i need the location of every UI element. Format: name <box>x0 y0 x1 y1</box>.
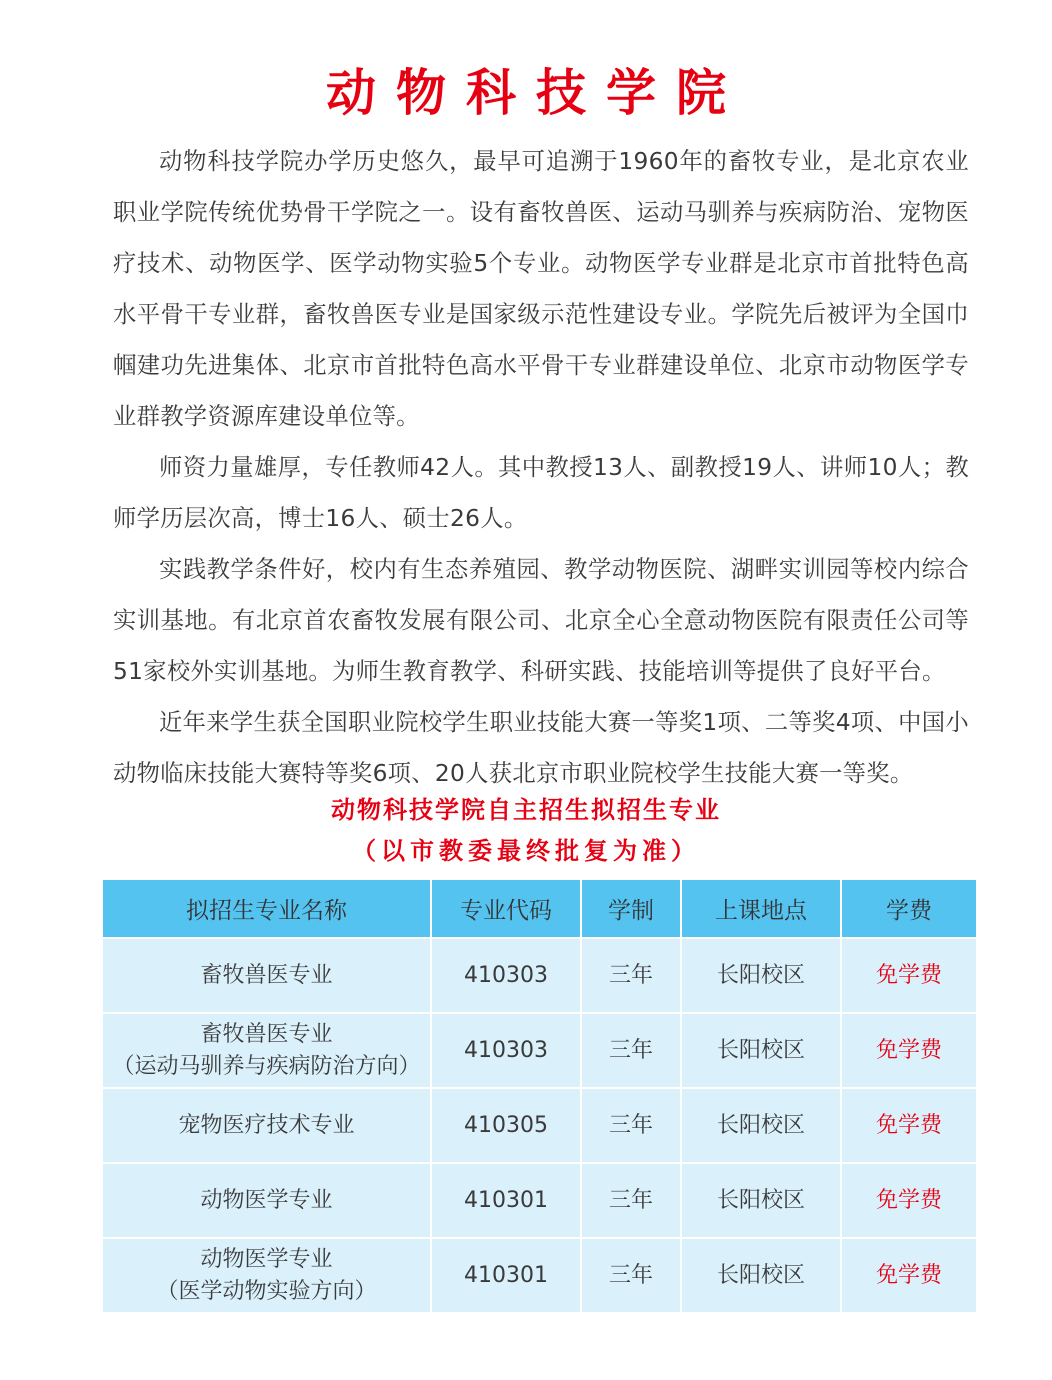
location: 长阳校区 <box>682 1014 840 1087</box>
header-major-code: 专业代码 <box>432 880 580 937</box>
header-location: 上课地点 <box>682 880 840 937</box>
duration: 三年 <box>582 939 680 1012</box>
major-code: 410303 <box>432 939 580 1012</box>
major-direction: （运动马驯养与疾病防治方向） <box>112 1053 421 1079</box>
table-row <box>103 939 976 1012</box>
paragraph-awards: 近年来学生获全国职业院校学生职业技能大赛一等奖1项、二等奖4项、中国小动物临床技能大赛特等奖6项、20人获北京市职业院校学生技能大赛一等奖。 <box>113 709 969 787</box>
location: 长阳校区 <box>682 939 840 1012</box>
location: 长阳校区 <box>682 1164 840 1237</box>
table-heading-note: （以市教委最终批复为准） <box>352 837 700 865</box>
paragraph-faculty: 师资力量雄厚，专任教师42人。其中教授13人、副教授19人、讲师10人；教师学历层次高，博士16人、硕士26人。 <box>113 454 969 532</box>
header-major-name: 拟招生专业名称 <box>103 880 430 937</box>
header-tuition: 学费 <box>842 880 976 937</box>
tuition: 免学费 <box>842 1089 976 1162</box>
major-name-cell <box>103 1239 430 1312</box>
major-name: 宠物医疗技术专业 <box>178 1112 355 1138</box>
duration: 三年 <box>582 1014 680 1087</box>
major-name: 畜牧兽医专业 <box>200 1021 333 1047</box>
table-row <box>103 1239 976 1312</box>
location: 长阳校区 <box>682 1089 840 1162</box>
tuition: 免学费 <box>842 939 976 1012</box>
paragraph-practice: 实践教学条件好，校内有生态养殖园、教学动物医院、湖畔实训园等校内综合实训基地。有北京首农畜牧发展有限公司、北京全心全意动物医院有限责任公司等51家校外实训基地。为师生教育教学、科研实践、技能培训等提供了良好平台。 <box>113 556 969 685</box>
major-name-cell <box>103 939 430 1012</box>
table-row <box>103 1164 976 1237</box>
tuition: 免学费 <box>842 1164 976 1237</box>
majors-table-wrapper <box>103 880 976 1312</box>
location: 长阳校区 <box>682 1239 840 1312</box>
duration: 三年 <box>582 1164 680 1237</box>
table-row <box>103 1014 976 1087</box>
intro-text <box>113 136 969 799</box>
page-title: 动物科技学院 <box>326 64 746 122</box>
major-name: 动物医学专业 <box>200 1187 333 1213</box>
major-name-cell <box>103 1014 430 1087</box>
majors-table <box>101 878 978 1314</box>
duration: 三年 <box>582 1089 680 1162</box>
major-name: 动物医学专业 <box>200 1246 333 1272</box>
major-code: 410301 <box>432 1164 580 1237</box>
major-name-cell <box>103 1164 430 1237</box>
major-name-cell <box>103 1089 430 1162</box>
major-name: 畜牧兽医专业 <box>200 962 333 988</box>
paragraph-history: 动物科技学院办学历史悠久，最早可追溯于1960年的畜牧专业，是北京农业职业学院传统优势骨干学院之一。设有畜牧兽医、运动马驯养与疾病防治、宠物医疗技术、动物医学、医学动物实验5个专业。动物医学专业群是北京市首批特色高水平骨干专业群，畜牧兽医专业是国家级示范性建设专业。学院先后被评为全国巾帼建功先进集体、北京市首批特色高水平骨干专业群建设单位、北京市动物医学专业群教学资源库建设单位等。 <box>113 148 969 430</box>
table-heading: 动物科技学院自主招生拟招生专业 <box>331 796 721 824</box>
major-code: 410301 <box>432 1239 580 1312</box>
major-code: 410305 <box>432 1089 580 1162</box>
tuition: 免学费 <box>842 1014 976 1087</box>
major-code: 410303 <box>432 1014 580 1087</box>
major-direction: （医学动物实验方向） <box>156 1278 377 1304</box>
tuition: 免学费 <box>842 1239 976 1312</box>
table-row <box>103 1089 976 1162</box>
table-header-row <box>103 880 976 937</box>
duration: 三年 <box>582 1239 680 1312</box>
header-duration: 学制 <box>582 880 680 937</box>
